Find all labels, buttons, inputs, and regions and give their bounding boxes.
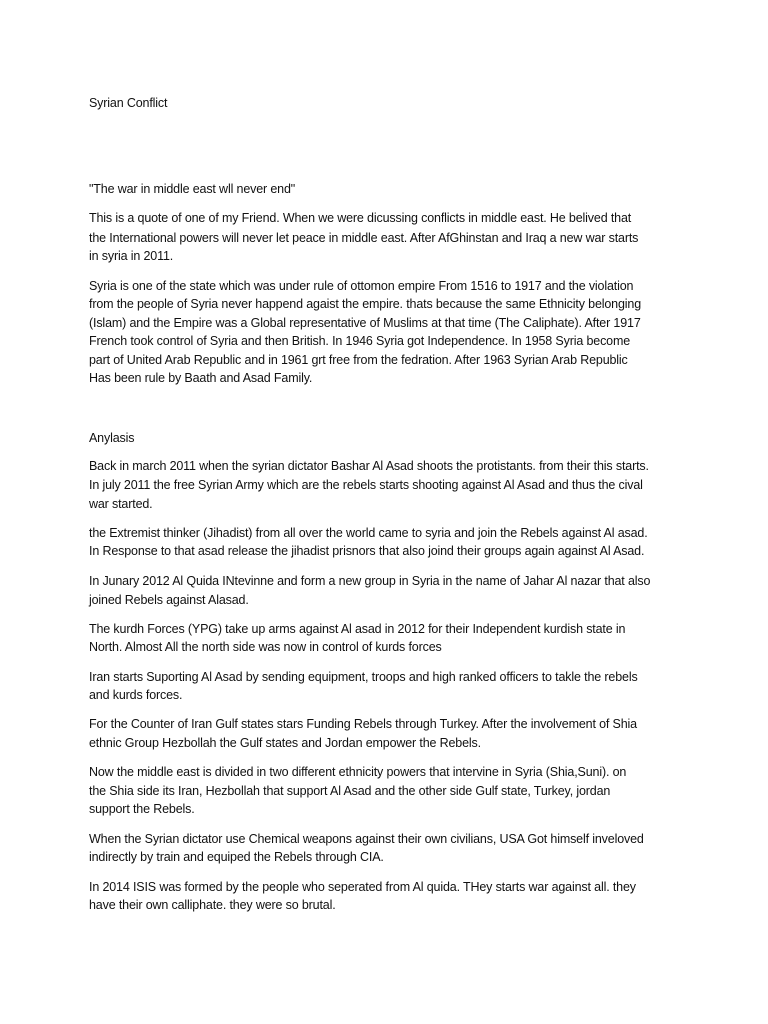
history-line: (Islam) and the Empire was a Global representative of Muslims at that time (The Caliphate). After 1917 <box>89 316 641 330</box>
analysis-line: ethnic Group Hezbollah the Gulf states and Jordan empower the Rebels. <box>89 736 481 750</box>
analysis-line: In Response to that asad release the jihadist prisnors that also joind their groups again against Al Asad. <box>89 544 645 558</box>
analysis-line: have their own calliphate. they were so brutal. <box>89 898 336 912</box>
analysis-line: indirectly by train and equiped the Rebels through CIA. <box>89 850 384 864</box>
analysis-line: In Junary 2012 Al Quida INtevinne and form a new group in Syria in the name of Jahar Al nazar that also <box>89 574 651 588</box>
history-line: Has been rule by Baath and Asad Family. <box>89 371 313 385</box>
history-line: French took control of Syria and then British. In 1946 Syria got Independence. In 1958 Syria become <box>89 334 631 348</box>
analysis-line: In 2014 ISIS was formed by the people who seperated from Al quida. THey starts war against all. they <box>89 880 636 894</box>
analysis-line: Iran starts Suporting Al Asad by sending equipment, troops and high ranked officers to takle the rebels <box>89 670 638 684</box>
intro-line: in syria in 2011. <box>89 249 174 263</box>
analysis-heading: Anylasis <box>89 431 135 445</box>
quote-line: "The war in middle east wll never end" <box>89 182 296 196</box>
analysis-line: the Shia side its Iran, Hezbollah that support Al Asad and the other side Gulf state, Turkey, jordan <box>89 784 611 798</box>
analysis-line: Now the middle east is divided in two different ethnicity powers that intervine in Syria (Shia,Suni). on <box>89 765 627 779</box>
analysis-line: In july 2011 the free Syrian Army which are the rebels starts shooting against Al Asad and thus the cival <box>89 478 643 492</box>
history-line: Syria is one of the state which was under rule of ottomon empire From 1516 to 1917 and the violation <box>89 279 634 293</box>
document-title: Syrian Conflict <box>89 96 168 110</box>
history-line: part of United Arab Republic and in 1961 grt free from the fedration. After 1963 Syrian Arab Republic <box>89 353 628 367</box>
analysis-line: Back in march 2011 when the syrian dictator Bashar Al Asad shoots the protistants. from their this starts. <box>89 459 649 473</box>
analysis-line: North. Almost All the north side was now in control of kurds forces <box>89 640 442 654</box>
analysis-line: For the Counter of Iran Gulf states stars Funding Rebels through Turkey. After the involvement of Shia <box>89 717 637 731</box>
analysis-line: the Extremist thinker (Jihadist) from all over the world came to syria and join the Rebels against Al asad. <box>89 526 648 540</box>
analysis-line: The kurdh Forces (YPG) take up arms against Al asad in 2012 for their Independent kurdish state in <box>89 622 626 636</box>
analysis-line: joined Rebels against Alasad. <box>89 593 249 607</box>
analysis-line: support the Rebels. <box>89 802 195 816</box>
history-line: from the people of Syria never happend agaist the empire. thats because the same Ethnicity belonging <box>89 297 642 311</box>
analysis-line: war started. <box>89 497 153 511</box>
analysis-line: and kurds forces. <box>89 688 183 702</box>
intro-line: the International powers will never let peace in middle east. After AfGhinstan and Iraq a new war starts <box>89 231 639 245</box>
analysis-line: When the Syrian dictator use Chemical weapons against their own civilians, USA Got himself inveloved <box>89 832 644 846</box>
intro-line: This is a quote of one of my Friend. When we were dicussing conflicts in middle east. He belived that <box>89 211 632 225</box>
